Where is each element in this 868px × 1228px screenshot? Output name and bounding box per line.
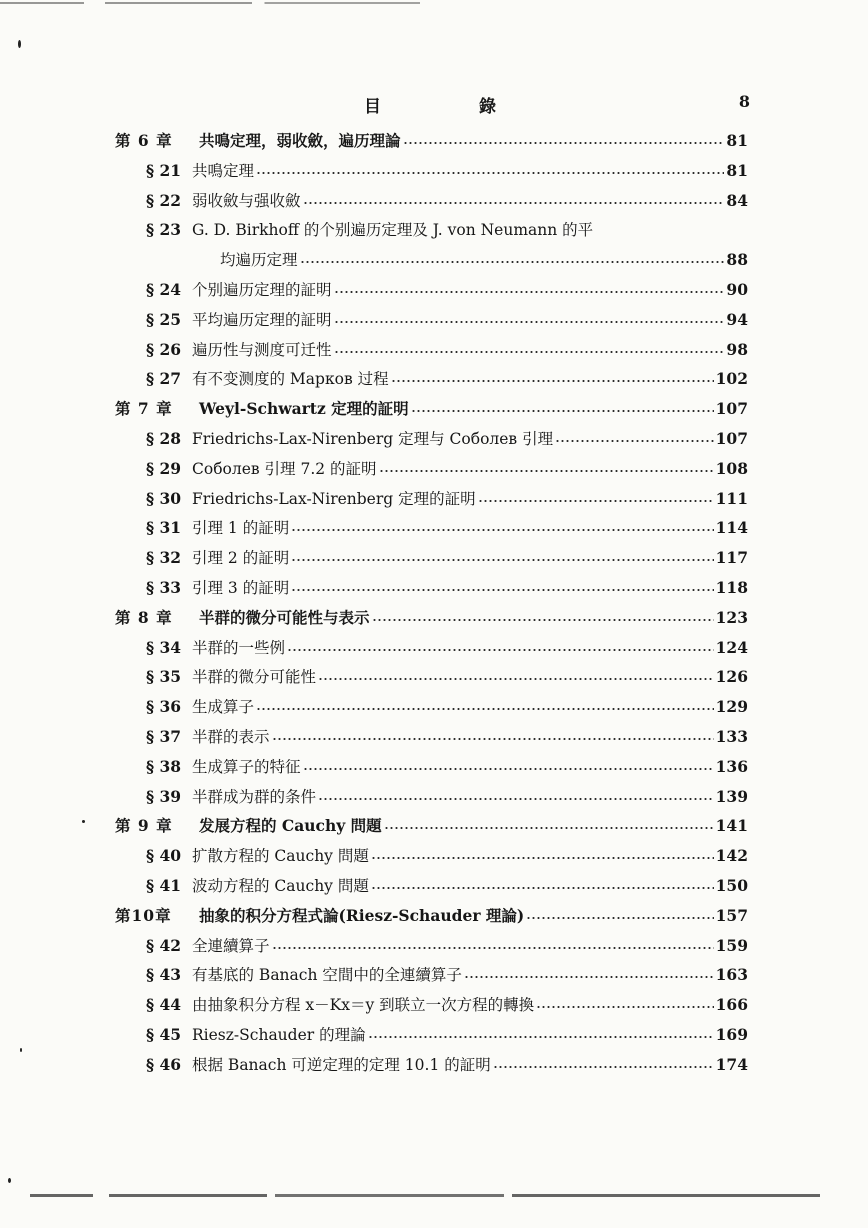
entry-title: 半群的表示 [192,728,270,746]
section-number: § 24 [146,280,182,299]
entry-title: 生成算子 [192,698,255,717]
entry-page-number: 81 [726,131,748,150]
toc-section-row [146,339,748,361]
entry-page-number: 81 [726,160,748,180]
entry-title: 有基底的 Banach 空間中的全連續算子 [192,966,462,985]
leader-dots [291,589,713,591]
section-number: § 27 [146,369,182,389]
entry-title: Friedrichs-Lax-Nirenberg 定理的証明 [192,489,476,508]
section-number: § 42 [146,935,182,955]
chapter-number: 第10章 [115,905,172,925]
entry-page-number: 141 [715,816,748,836]
leader-dots [300,261,725,263]
entry-title: 平均遍历定理的証明 [192,310,332,329]
entry-page-number: 159 [715,935,748,955]
toc-continuation-row [220,249,748,271]
toc-section-row [146,786,748,808]
entry-page-number: 90 [726,280,748,299]
section-number: § 34 [146,637,182,657]
entry-title: 生成算子的特征 [192,757,301,776]
leader-dots [272,738,714,740]
leader-dots [372,619,714,621]
chapter-number: 第 6 章 [115,131,173,150]
toc-section-row [146,964,748,986]
section-number: § 22 [146,190,182,210]
entry-page-number: 94 [726,309,748,329]
entry-page-number: 118 [715,578,748,597]
toc-section-row [146,368,748,390]
section-number: § 21 [146,160,182,180]
entry-page-number: 126 [715,667,748,687]
entry-title: 共鳴定理 [192,161,255,180]
entry-page-number: 123 [715,607,748,627]
section-number: § 25 [146,309,182,329]
entry-title: 半群的微分可能性 [192,668,317,687]
page-header [110,92,750,116]
section-number: § 28 [146,429,182,448]
toc-section-row [146,637,748,659]
toc-section-row [146,309,748,331]
leader-dots [334,351,725,353]
leader-dots [536,1006,713,1008]
entry-page-number: 136 [715,756,748,776]
chapter-number: 第 8 章 [115,607,173,627]
toc-section-row [146,488,748,510]
entry-page-number: 84 [726,190,748,210]
entry-page-number: 150 [715,876,748,895]
toc-section-row [146,160,748,182]
entry-page-number: 108 [715,458,748,478]
toc-chapter-row [115,398,748,420]
toc-section-row [146,1054,748,1076]
scan-edge-bottom [30,1194,820,1197]
entry-page-number: 139 [715,786,748,806]
entry-page-number: 163 [715,965,748,985]
page-title: 目 錄 [364,97,542,117]
entry-page-number: 107 [715,399,748,419]
toc-chapter-row [115,607,748,629]
toc-section-row [146,547,748,569]
section-number: § 38 [146,756,182,776]
entry-title: 有不变测度的 Марков 过程 [192,370,389,389]
leader-dots [464,976,714,978]
leader-dots [287,649,714,651]
toc-section-row [146,994,748,1016]
leader-dots [478,500,714,502]
leader-dots [403,142,725,144]
leader-dots [371,887,714,889]
entry-title: 抽象的积分方程式論(Riesz-Schauder 理論) [199,905,525,925]
entry-page-number: 88 [726,250,748,270]
section-number: § 23 [146,220,182,240]
leader-dots [318,678,714,680]
entry-page-number: 129 [715,697,748,717]
leader-dots [526,917,713,919]
toc-chapter-row [115,905,748,927]
section-number: § 26 [146,339,182,359]
leader-dots [384,827,714,829]
toc-section-row [146,935,748,957]
entry-page-number: 133 [715,727,748,746]
leader-dots [555,440,714,442]
entry-title: 发展方程的 Cauchy 問題 [199,816,382,836]
section-number: § 44 [146,995,182,1015]
section-number: § 46 [146,1054,182,1074]
entry-page-number: 169 [715,1025,748,1044]
chapter-number: 第 7 章 [115,399,173,419]
leader-dots [334,291,725,293]
leader-dots [318,798,714,800]
section-number: § 36 [146,697,182,717]
entry-title: 半群的微分可能性与表示 [199,607,370,627]
leader-dots [303,202,725,204]
section-number: § 37 [146,727,182,746]
section-number: § 40 [146,846,182,866]
entry-title: 均遍历定理 [220,251,298,270]
entry-page-number: 124 [715,637,748,657]
chapter-number: 第 9 章 [115,816,173,836]
entry-page-number: 107 [715,429,748,448]
entry-page-number: 157 [715,905,748,925]
entry-title: 扩散方程的 Cauchy 問題 [192,847,369,866]
leader-dots [256,172,724,174]
leader-dots [272,947,714,949]
section-number: § 35 [146,667,182,687]
leader-dots [371,857,714,859]
entry-title: 半群的一些例 [192,638,286,657]
entry-title: 由抽象积分方程 x－Kx＝y 到联立一次方程的轉換 [192,996,535,1015]
entry-page-number: 142 [715,846,748,866]
entry-page-number: 111 [715,488,748,508]
toc-section-row [146,666,748,688]
section-number: § 31 [146,518,182,538]
toc-section-row [146,875,748,897]
toc-section-row [146,458,748,480]
toc-section-row [146,428,748,450]
toc-section-row [146,726,748,748]
toc-section-row [146,845,748,867]
section-number: § 41 [146,876,182,895]
entry-title: G. D. Birkhoff 的个别遍历定理及 J. von Neumann 的平 [192,221,594,240]
toc-chapter-row [115,130,748,152]
entry-title: 波动方程的 Cauchy 問題 [192,877,369,895]
toc-section-row [146,577,748,599]
leader-dots [493,1066,714,1068]
leader-dots [291,559,713,561]
scan-edge-top [0,2,420,4]
entry-title: 半群成为群的条件 [192,787,317,806]
toc-section-row [146,219,748,241]
entry-title: 共鳴定理，弱收斂，遍历理論 [199,131,401,150]
leader-dots [291,529,713,531]
section-number: § 32 [146,548,182,568]
leader-dots [303,768,714,770]
toc-section-row [146,190,748,212]
leader-dots [368,1036,714,1038]
entry-title: Соболев 引理 7.2 的証明 [192,459,377,478]
leader-dots [256,708,714,710]
section-number: § 30 [146,488,182,508]
entry-page-number: 166 [715,995,748,1015]
entry-title: Riesz-Schauder 的理論 [192,1026,366,1044]
toc-section-row [146,517,748,539]
section-number: § 29 [146,458,182,478]
entry-title: 遍历性与测度可迁性 [192,340,332,359]
toc-section-row [146,1024,748,1046]
entry-title: 引理 2 的証明 [192,549,290,568]
toc-section-row [146,279,748,301]
entry-title: 根据 Banach 可逆定理的定理 10.1 的証明 [192,1055,491,1074]
entry-title: 引理 1 的証明 [192,519,290,538]
entry-title: Weyl-Schwartz 定理的証明 [199,399,409,419]
section-number: § 43 [146,965,182,985]
entry-title: 弱收斂与强收斂 [192,191,301,210]
toc-chapter-row [115,815,748,837]
entry-page-number: 98 [726,339,748,359]
leader-dots [379,470,714,472]
entry-page-number: 117 [715,548,748,568]
entry-page-number: 174 [715,1054,748,1074]
leader-dots [391,380,714,382]
entry-title: 个别遍历定理的証明 [192,281,332,299]
section-number: § 45 [146,1025,182,1044]
entry-title: 引理 3 的証明 [192,579,290,597]
entry-page-number: 102 [715,369,748,389]
section-number: § 39 [146,786,182,806]
leader-dots [411,410,714,412]
toc-section-row [146,696,748,718]
entry-page-number: 114 [715,518,748,538]
page-number: 8 [738,92,750,111]
entry-title: Friedrichs-Lax-Nirenberg 定理与 Соболев 引理 [192,430,554,448]
leader-dots [334,321,725,323]
entry-title: 全連續算子 [192,936,270,955]
toc-section-row [146,756,748,778]
section-number: § 33 [146,578,182,597]
